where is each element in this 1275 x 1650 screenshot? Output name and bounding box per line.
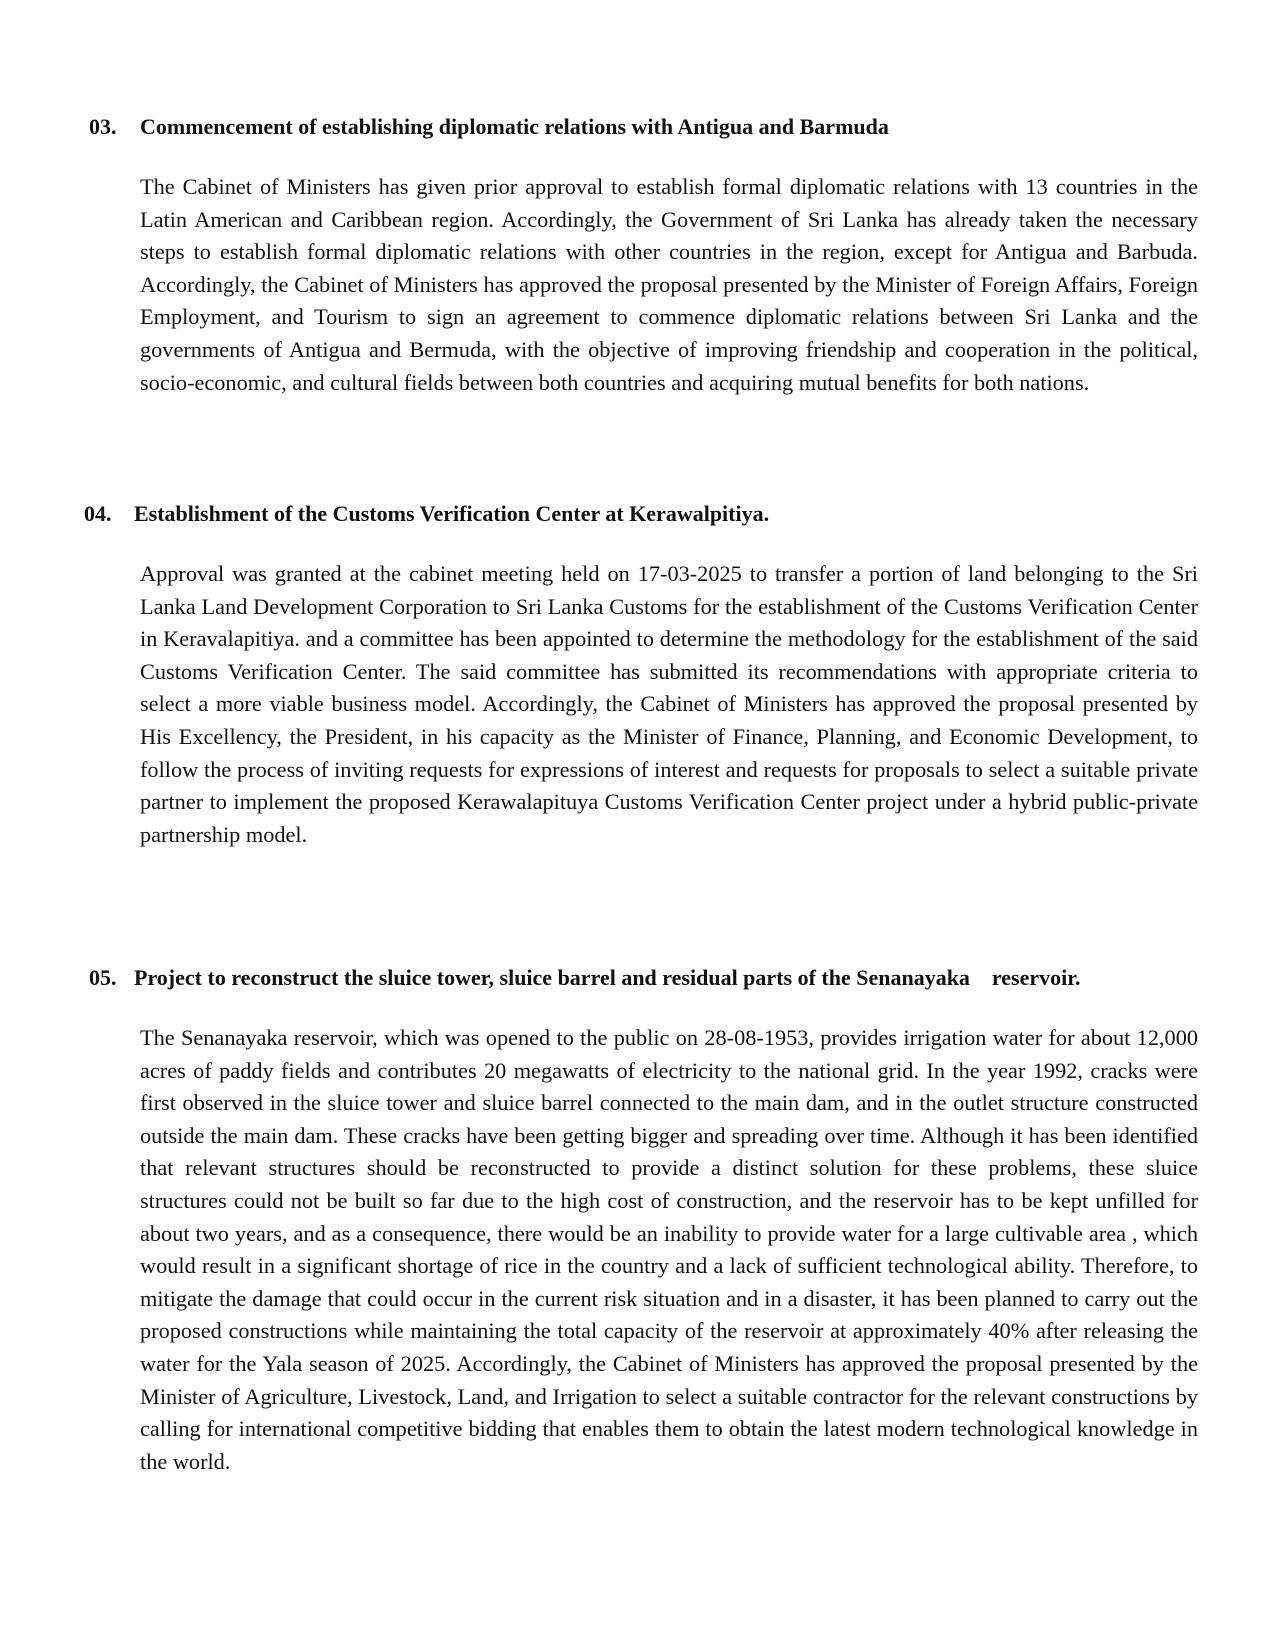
section-title: Establishment of the Customs Verification Center at Kerawalpitiya.	[134, 501, 770, 526]
section-title: Commencement of establishing diplomatic relations with Antigua and Barmuda	[140, 114, 889, 139]
section-body: Approval was granted at the cabinet meeting held on 17-03-2025 to transfer a portion of land belonging to the Sri Lanka Land Development Corporation to Sri Lanka Customs for the establishment of the Customs Verification Center in Keravalapitiya. and a committee has been appointed to determine the methodology for the establishment of the said Customs Verification Center. The said committee has submitted its recommendations with appropriate criteria to select a more viable business model. Accordingly, the Cabinet of Ministers has approved the proposal presented by His Excellency, the President, in his capacity as the Minister of Finance, Planning, and Economic Development, to follow the process of inviting requests for expressions of interest and requests for proposals to select a suitable private partner to implement the proposed Kerawalapituya Customs Verification Center project under a hybrid public-private partnership model.	[140, 561, 1198, 847]
section-heading	[84, 500, 769, 528]
section-title: Project to reconstruct the sluice tower, sluice barrel and residual parts of the Senanayaka reservoir.	[134, 965, 1081, 990]
section-heading	[89, 964, 1081, 992]
section-body: The Cabinet of Ministers has given prior approval to establish formal diplomatic relations with 13 countries in the Latin American and Caribbean region. Accordingly, the Government of Sri Lanka has already taken the necessary steps to establish formal diplomatic relations with other countries in the region, except for Antigua and Barbuda. Accordingly, the Cabinet of Ministers has approved the proposal presented by the Minister of Foreign Affairs, Foreign Employment, and Tourism to sign an agreement to commence diplomatic relations between Sri Lanka and the governments of Antigua and Bermuda, with the objective of improving friendship and cooperation in the political, socio-economic, and cultural fields between both countries and acquiring mutual benefits for both nations.	[140, 174, 1198, 395]
section-heading	[89, 113, 889, 141]
section-body: The Senanayaka reservoir, which was opened to the public on 28-08-1953, provides irrigation water for about 12,000 acres of paddy fields and contributes 20 megawatts of electricity to the national grid. In the year 1992, cracks were first observed in the sluice tower and sluice barrel connected to the main dam, and in the outlet structure constructed outside the main dam. These cracks have been getting bigger and spreading over time. Although it has been identified that relevant structures should be reconstructed to provide a distinct solution for these problems, these sluice structures could not be built so far due to the high cost of construction, and the reservoir has to be kept unfilled for about two years, and as a consequence, there would be an inability to provide water for a large cultivable area , which would result in a significant shortage of rice in the country and a lack of sufficient technological ability. Therefore, to mitigate the damage that could occur in the current risk situation and in a disaster, it has been planned to carry out the proposed constructions while maintaining the total capacity of the reservoir at approximately 40% after releasing the water for the Yala season of 2025. Accordingly, the Cabinet of Ministers has approved the proposal presented by the Minister of Agriculture, Livestock, Land, and Irrigation to select a suitable contractor for the relevant constructions by calling for international competitive bidding that enables them to obtain the latest modern technological knowledge in the world.	[140, 1025, 1198, 1474]
section-number: 05.	[89, 965, 117, 990]
section-number: 03.	[89, 114, 117, 139]
section-number: 04.	[84, 501, 112, 526]
